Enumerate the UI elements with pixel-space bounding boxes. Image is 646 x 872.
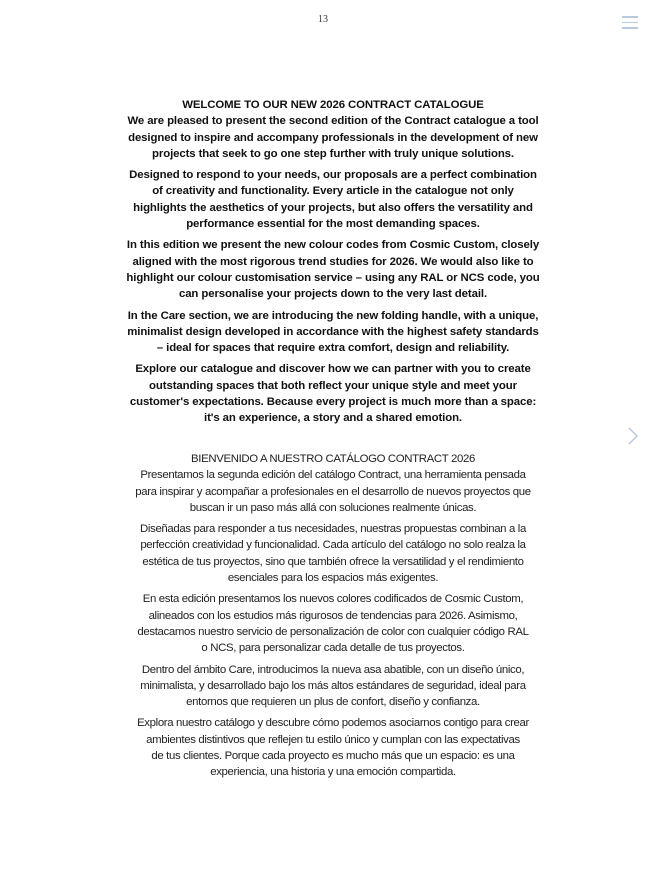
text-line: Explora nuestro catálogo y descubre cómo podemos asociarnos contigo para crear: [137, 717, 529, 730]
text-line: highlights the aesthetics of your projects, but also offers the versatility and: [133, 201, 533, 214]
english-paragraph: [110, 237, 556, 302]
text-line: perfección creatividad y funcionalidad. Cada artículo del catálogo no solo realza la: [140, 539, 526, 552]
text-line: En esta edición presentamos los nuevos colores codificados de Cosmic Custom,: [142, 593, 524, 606]
english-paragraph: [110, 308, 556, 357]
text-line: o NCS, para personalizar cada detalle de tus proyectos.: [201, 642, 465, 655]
chevron-right-icon[interactable]: [626, 426, 640, 446]
text-line: minimalista, y desarrollado bajo los más altos estándares de seguridad, ideal para: [140, 679, 526, 692]
text-line: projects that seek to go one step further with truly unique solutions.: [152, 147, 514, 160]
text-line: highlight our colour customisation service – using any RAL or NCS code, you: [126, 271, 540, 284]
text-line: We are pleased to present the second edition of the Contract catalogue a tool: [127, 115, 539, 128]
text-line: entornos que requieren un plus de confort, diseño y confianza.: [186, 696, 480, 709]
text-line: Dentro del ámbito Care, introducimos la nueva asa abatible, con un diseño único,: [141, 663, 525, 676]
text-line: Presentamos la segunda edición del catálogo Contract, una herramienta pensada: [140, 469, 526, 482]
spanish-paragraph: [110, 521, 556, 586]
text-line: of creativity and functionality. Every article in the catalogue not only: [152, 185, 514, 198]
spanish-title: BIENVENIDO A NUESTRO CATÁLOGO CONTRACT 2026: [191, 453, 475, 465]
text-line: aligned with the most rigorous trend studies for 2026. We would also like to: [132, 255, 534, 268]
text-line: performance essential for the most demanding spaces.: [186, 218, 480, 231]
spanish-section: [110, 451, 556, 786]
spanish-paragraph: [110, 591, 556, 656]
hamburger-menu-icon[interactable]: [622, 16, 638, 30]
text-line: designed to inspire and accompany professionals in the development of new: [128, 131, 538, 144]
spanish-paragraph: [110, 662, 556, 711]
text-line: can personalise your projects down to the very last detail.: [178, 288, 488, 301]
english-paragraph: [110, 361, 556, 426]
text-line: de tus clientes. Porque cada proyecto es mucho más que un espacio: es una: [151, 750, 515, 763]
text-line: esenciales para los espacios más exigentes.: [227, 572, 439, 585]
text-line: estética de tus proyectos, sino que también ofrece la versatilidad y el rendimiento: [142, 555, 524, 568]
text-line: experiencia, una historia y una emoción compartida.: [210, 766, 456, 779]
text-line: alineados con los estudios más rigurosos de tendencias para 2026. Asimismo,: [148, 609, 518, 622]
english-section: [110, 97, 556, 432]
english-title: WELCOME TO OUR NEW 2026 CONTRACT CATALOGUE: [182, 99, 484, 111]
text-line: destacamos nuestro servicio de personalización de color con cualquier código RAL: [137, 625, 529, 638]
text-line: it's an experience, a story and a shared emotion.: [204, 412, 462, 425]
text-line: In the Care section, we are introducing the new folding handle, with a unique,: [127, 309, 539, 322]
text-line: Explore our catalogue and discover how we can partner with you to create: [135, 363, 531, 376]
text-line: customer's expectations. Because every project is much more than a space:: [129, 396, 537, 409]
text-line: In this edition we present the new colour codes from Cosmic Custom, closely: [126, 239, 540, 252]
text-line: para inspirar y acompañar a profesionales en el desarrollo de nuevos proyectos que: [135, 485, 531, 498]
text-line: ambientes distintivos que reflejen tu estilo único y cumplan con las expectativas: [146, 733, 520, 746]
text-line: buscan ir un paso más allá con soluciones realmente únicas.: [189, 501, 477, 514]
text-line: Diseñadas para responder a tus necesidades, nuestras propuestas combinan a la: [140, 523, 526, 536]
english-paragraph: [110, 113, 556, 162]
spanish-paragraph: [110, 467, 556, 516]
text-line: Designed to respond to your needs, our proposals are a perfect combination: [129, 169, 537, 182]
english-paragraph: [110, 167, 556, 232]
text-line: minimalist design developed in accordance with the highest safety standards: [127, 325, 539, 338]
spanish-paragraph: [110, 715, 556, 780]
text-line: – ideal for spaces that require extra comfort, design and reliability.: [156, 342, 510, 355]
page-number: 13: [318, 14, 328, 25]
text-line: outstanding spaces that both reflect your unique style and meet your: [149, 379, 517, 392]
